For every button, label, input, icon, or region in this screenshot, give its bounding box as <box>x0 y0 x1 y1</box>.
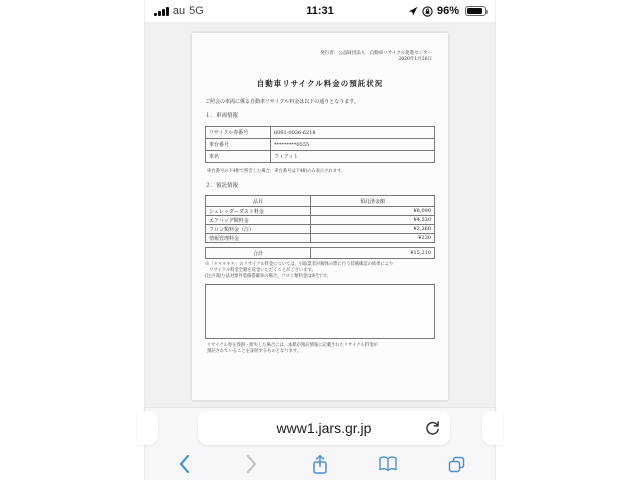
section-vehicle-heading: １．車両情報 <box>205 113 239 119</box>
document-title: 自動車リサイクル料金の預託状況 <box>256 79 384 88</box>
row-value: 6061-0036-6218 <box>271 127 435 139</box>
issue-date: 2020年1月26日 <box>398 57 432 62</box>
battery-icon <box>465 6 486 16</box>
row-label: リサイクル券番号 <box>206 127 271 139</box>
note-line: (注)引取り法対象外装備搭載車の場合、フロン類料金は0円です。 <box>205 274 332 279</box>
total-value: ¥15,210 <box>311 248 435 259</box>
back-button[interactable] <box>171 451 197 477</box>
table-row <box>206 151 435 163</box>
reload-icon[interactable] <box>424 420 441 437</box>
row-label: 車名 <box>206 151 271 163</box>
chevron-left-icon <box>178 454 190 474</box>
cellular-signal-icon <box>154 6 169 16</box>
recycle-fee-document <box>192 33 448 400</box>
document-intro: ご照会の車両に係る自動車リサイクル料金は以下の通りとなります。 <box>205 99 359 105</box>
column-header-amount: 預託済金額 <box>311 196 435 207</box>
document-issuer <box>320 51 432 63</box>
vehicle-info-table <box>205 126 435 163</box>
table-row <box>206 216 435 225</box>
address-text: www1.jars.gr.jp <box>276 420 372 436</box>
row-value: ¥230 <box>311 234 435 243</box>
document-footer-note <box>207 343 435 355</box>
row-value: ¥8,090 <box>311 207 435 216</box>
status-left <box>154 5 204 17</box>
status-bar <box>145 0 495 22</box>
table-row <box>206 207 435 216</box>
table-row <box>206 139 435 151</box>
issuer-line: 発行者：公益財団法人 自動車リサイクル促進センター <box>320 51 432 56</box>
deposit-notes <box>205 262 437 280</box>
carrier-label: au <box>172 5 186 17</box>
row-label: エアバッグ類料金 <box>206 216 311 225</box>
previous-tab-stub[interactable] <box>137 411 158 445</box>
total-label: 合計 <box>206 248 311 259</box>
row-value: フィアット <box>271 151 435 163</box>
network-label: 5G <box>189 5 204 17</box>
row-label: シュレッダーダスト料金 <box>206 207 311 216</box>
table-row <box>206 225 435 234</box>
tabs-button[interactable] <box>443 451 469 477</box>
table-row <box>206 234 435 243</box>
safari-web-content[interactable] <box>145 22 495 408</box>
bookmarks-button[interactable] <box>375 451 401 477</box>
deposit-total-table <box>205 247 435 259</box>
row-label: 情報管理料金 <box>206 234 311 243</box>
footer-line: リサイクル券を毀損・紛失した場合には、本紙が預託情報に記載されたリサイクル料金が <box>207 343 378 348</box>
row-value: ¥2,360 <box>311 225 435 234</box>
row-label: 車台番号 <box>206 139 271 151</box>
blank-stamp-box <box>205 284 435 339</box>
iphone-screen <box>145 0 495 480</box>
total-row <box>206 248 435 259</box>
battery-percent-label: 96% <box>436 5 459 17</box>
row-value: ¥4,530 <box>311 216 435 225</box>
row-value: *********0555 <box>271 139 435 151</box>
address-bar[interactable] <box>198 411 450 445</box>
deposit-info-table <box>205 195 435 243</box>
status-right <box>408 5 486 17</box>
chevron-right-icon <box>246 454 258 474</box>
orientation-lock-icon <box>422 6 433 17</box>
column-header-item: 品目 <box>206 196 311 207</box>
section-deposit-heading: ２．預託情報 <box>205 183 239 189</box>
share-icon <box>311 454 329 475</box>
next-tab-stub[interactable] <box>482 411 503 445</box>
clock-label: 11:31 <box>306 5 334 17</box>
safari-toolbar <box>145 448 495 480</box>
tabs-icon <box>447 455 466 474</box>
safari-bottom-chrome <box>145 407 495 480</box>
note-line: ※「＊＊＊＊＊」のリサイクル料金については、引取業者が解体の際に行う装備確認の結果により <box>205 262 394 267</box>
table-row <box>206 127 435 139</box>
table-header-row <box>206 196 435 207</box>
footer-line: 預託されていることを証明するものとなります。 <box>207 349 302 354</box>
location-arrow-icon <box>408 6 418 16</box>
share-button[interactable] <box>307 451 333 477</box>
vehicle-note: 車台番号の下4桁で照会した場合、車台番号は下4桁のみ表示されます。 <box>207 169 346 174</box>
row-label: フロン類料金（注） <box>206 225 311 234</box>
note-line: リサイクル料金全額を返金いただくことがございます。 <box>205 268 316 273</box>
forward-button[interactable] <box>239 451 265 477</box>
open-book-icon <box>378 455 398 473</box>
address-bar-row <box>145 408 495 448</box>
